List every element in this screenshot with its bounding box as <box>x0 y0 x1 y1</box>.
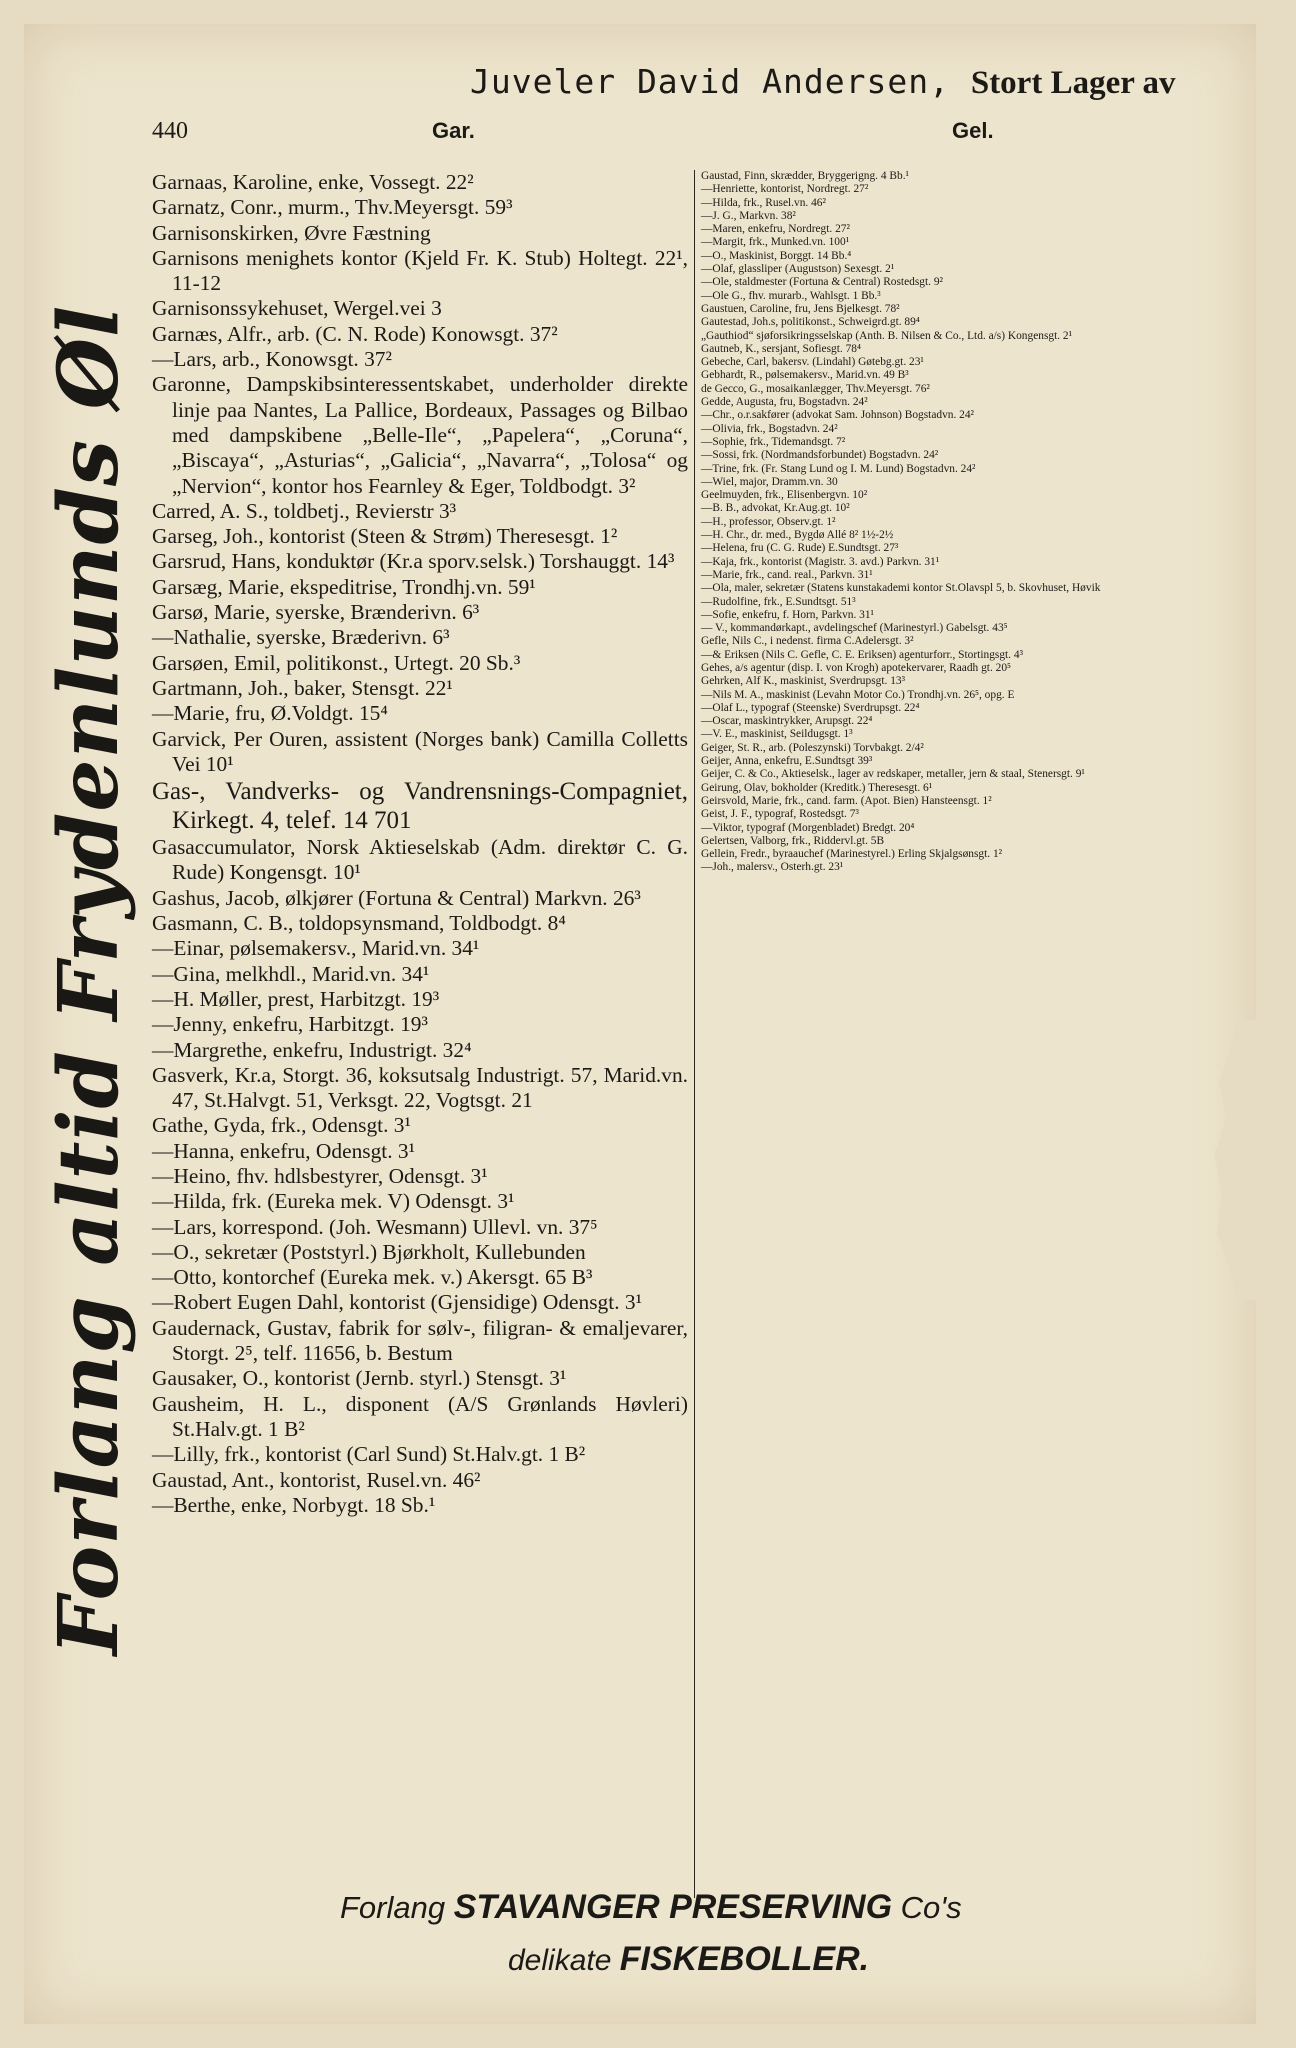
directory-entry: Gehes, a/s agentur (disp. I. von Krogh) apotekervarer, Raadh gt. 20⁵ <box>701 661 1012 674</box>
directory-entry: Gausheim, H. L., disponent (A/S Grønlands Høvleri) St.Halv.gt. 1 B² <box>152 1391 688 1441</box>
directory-entry: —H. Møller, prest, Harbitzgt. 19³ <box>152 986 440 1011</box>
directory-entry: —O., sekretær (Poststyrl.) Bjørkholt, Kullebunden <box>152 1239 586 1264</box>
directory-entry: Gedde, Augusta, fru, Bogstadvn. 24² <box>701 396 868 409</box>
footer-advertisement-line2 <box>508 1940 1008 1979</box>
directory-entry: Gasaccumulator, Norsk Aktieselskab (Adm. direktør C. G. Rude) Kongensgt. 10¹ <box>152 835 688 885</box>
directory-entry: —Rudolfine, frk., E.Sundtsgt. 51³ <box>701 595 856 608</box>
banner-text: Juveler David Andersen, <box>470 62 950 101</box>
directory-entry: —Marie, fru, Ø.Voldgt. 15⁴ <box>152 701 388 726</box>
sidebar-advertisement <box>34 304 144 1656</box>
directory-entry: Gausaker, O., kontorist (Jernb. styrl.) Stensgt. 3¹ <box>152 1366 567 1391</box>
sidebar-ad-text: Forlang altid Frydenlunds Øl <box>41 304 137 1656</box>
directory-entry: Garnisonssykehuset, Wergel.vei 3 <box>152 296 442 321</box>
directory-entry: Garvick, Per Ouren, assistent (Norges bank) Camilla Colletts Vei 10¹ <box>152 726 688 776</box>
directory-entry: —Sossi, frk. (Nordmandsforbundet) Bogstadvn. 24² <box>701 449 939 462</box>
directory-entry: —Kaja, frk., kontorist (Magistr. 3. avd.) Parkvn. 31¹ <box>701 555 940 568</box>
directory-entry: —Sofie, enkefru, f. Horn, Parkvn. 31¹ <box>701 608 874 621</box>
directory-entry: —Hilda, frk. (Eureka mek. V) Odensgt. 3¹ <box>152 1189 515 1214</box>
directory-entry: —Olaf, glassliper (Augustson) Sexesgt. 2¹ <box>701 263 895 276</box>
directory-entry: Carred, A. S., toldbetj., Revierstr 3³ <box>152 498 457 523</box>
directory-entry: —Lars, arb., Konowsgt. 37² <box>152 347 392 372</box>
footer-suffix: Co's <box>900 1890 962 1925</box>
directory-entry: —Olaf L., typograf (Steenske) Sverdrupsgt. 22⁴ <box>701 701 920 714</box>
directory-entry: —Viktor, typograf (Morgenbladet) Bredgt. 20⁴ <box>701 821 915 834</box>
directory-entry: Geirsvold, Marie, frk., cand. farm. (Apot. Bien) Hansteensgt. 1² <box>701 794 992 807</box>
directory-entry: —Einar, pølsemakersv., Marid.vn. 34¹ <box>152 936 480 961</box>
directory-entry: —Sophie, frk., Tidemandsgt. 7² <box>701 435 846 448</box>
directory-entry: —J. G., Markvn. 38² <box>701 209 796 222</box>
directory-entry: Gebeche, Carl, bakersv. (Lindahl) Gøtebg.gt. 23¹ <box>701 356 924 369</box>
directory-entry: —Lilly, frk., kontorist (Carl Sund) St.Halv.gt. 1 B² <box>152 1442 586 1467</box>
directory-entry: Geijer, C. & Co., Aktieselsk., lager av redskaper, metaller, jern & staal, Stenersgt. 9¹ <box>701 768 1085 781</box>
directory-entry: Gathe, Gyda, frk., Odensgt. 3¹ <box>152 1113 411 1138</box>
header-advertisement <box>470 62 1230 112</box>
directory-entry: Gefle, Nils C., i nedenst. firma C.Adelersgt. 3² <box>701 635 914 648</box>
directory-entry: Gaustuen, Caroline, fru, Jens Bjelkesgt. 78² <box>701 302 900 315</box>
directory-entry: —Ole G., fhv. murarb., Wahlsgt. 1 Bb.³ <box>701 289 881 302</box>
directory-entry: —Gina, melkhdl., Marid.vn. 34¹ <box>152 961 430 986</box>
footer-advertisement-line1 <box>340 1888 1100 1927</box>
directory-entry: —Olivia, frk., Bogstadvn. 24² <box>701 422 838 435</box>
footer-brand: STAVANGER PRESERVING <box>453 1888 893 1926</box>
directory-entry: —Joh., malersv., Osterh.gt. 23¹ <box>701 861 844 874</box>
directory-entry: Gelertsen, Valborg, frk., Riddervl.gt. 5B <box>701 834 885 847</box>
directory-entry: Garnatz, Conr., murm., Thv.Meyersgt. 59³ <box>152 195 513 220</box>
directory-entry: —H., professor, Observ.gt. 1² <box>701 515 836 528</box>
guide-word-left: Gar. <box>432 118 475 143</box>
directory-entry: „Gauthiod“ sjøforsikringsselskap (Anth. B. Nilsen & Co., Ltd. a/s) Kongensgt. 2¹ <box>701 329 1073 342</box>
directory-entry: —Trine, frk. (Fr. Stang Lund og I. M. Lund) Bogstadvn. 24² <box>701 462 976 475</box>
directory-entry: —H. Chr., dr. med., Bygdø Allé 8² 1½-2½ <box>701 529 894 542</box>
directory-entry: Geirung, Olav, bokholder (Kreditk.) Theresesgt. 6¹ <box>701 781 933 794</box>
directory-entry: Gashus, Jacob, ølkjører (Fortuna & Central) Markvn. 26³ <box>152 885 641 910</box>
directory-entry: —O., Maskinist, Borggt. 14 Bb.⁴ <box>701 249 852 262</box>
directory-entry: Gaustad, Ant., kontorist, Rusel.vn. 46² <box>152 1467 481 1492</box>
directory-entry: Gautestad, Joh.s, politikonst., Schweigrd.gt. 89⁴ <box>701 316 920 329</box>
footer-product: FISKEBOLLER. <box>619 1940 870 1978</box>
directory-entry: Garnaas, Karoline, enke, Vossegt. 22² <box>152 170 474 194</box>
footer-prefix: Forlang <box>340 1890 446 1925</box>
directory-entry: —Nathalie, syerske, Bræderivn. 6³ <box>152 625 450 650</box>
left-column <box>152 170 688 1518</box>
directory-entry: —Heino, fhv. hdlsbestyrer, Odensgt. 3¹ <box>152 1163 488 1188</box>
directory-entry: Garnisonskirken, Øvre Fæstning <box>152 220 431 245</box>
right-column <box>694 170 1241 1898</box>
directory-entry: —Otto, kontorchef (Eureka mek. v.) Akersgt. 65 B³ <box>152 1265 593 1290</box>
guide-word-right: Gel. <box>952 118 994 143</box>
directory-entry: —Lars, korrespond. (Joh. Wesmann) Ullevl. vn. 37⁵ <box>152 1214 598 1239</box>
directory-entry: Garnæs, Alfr., arb. (C. N. Rode) Konowsgt. 37² <box>152 321 558 346</box>
directory-entry: Garsø, Marie, syerske, Brænderivn. 6³ <box>152 600 480 625</box>
directory-entry: —Ola, maler, sekretær (Statens kunstakademi kontor St.Olavspl 5, b. Skovhuset, Høvik <box>701 582 1101 595</box>
directory-entry: —Nils M. A., maskinist (Levahn Motor Co.) Trondhj.vn. 26⁵, opg. E <box>701 688 1015 701</box>
directory-entry: Gasverk, Kr.a, Storgt. 36, koksutsalg Industrigt. 57, Marid.vn. 47, St.Halvgt. 51, Verksgt. 22, Vogtsgt. 21 <box>152 1062 688 1113</box>
directory-entry: Geijer, Anna, enkefru, E.Sundtsgt 39³ <box>701 755 873 768</box>
directory-entry: Garnisons menighets kontor (Kjeld Fr. K. Stub) Holtegt. 22¹, 11-12 <box>152 245 688 296</box>
directory-entry: —& Eriksen (Nils C. Gefle, C. E. Eriksen) agenturforr., Stortingsgt. 4³ <box>701 648 1023 661</box>
directory-entry: —Helena, fru (C. G. Rude) E.Sundtsgt. 27³ <box>701 542 899 555</box>
directory-entry: —Wiel, major, Dramm.vn. 30 <box>701 475 838 488</box>
page-number: 440 <box>152 118 188 144</box>
directory-entry: Garsæg, Marie, ekspeditrise, Trondhj.vn. 59¹ <box>152 574 536 599</box>
directory-entry: Geelmuyden, frk., Elisenbergvn. 10² <box>701 489 868 502</box>
directory-entry: —Berthe, enke, Norbygt. 18 Sb.¹ <box>152 1492 436 1517</box>
directory-entry: —Hanna, enkefru, Odensgt. 3¹ <box>152 1138 416 1163</box>
directory-entry: —B. B., advokat, Kr.Aug.gt. 10² <box>701 502 850 515</box>
directory-entry: Gaudernack, Gustav, fabrik for sølv-, filigran- & emaljevarer, Storgt. 2⁵, telf. 11656, b. Bestum <box>152 1315 688 1366</box>
directory-entry: — V., kommandørkapt., avdelingschef (Marinestyrl.) Gabelsgt. 43⁵ <box>701 622 1008 635</box>
directory-entry: Garsrud, Hans, konduktør (Kr.a sporv.selsk.) Torshauggt. 14³ <box>152 549 675 574</box>
directory-entry: Gartmann, Joh., baker, Stensgt. 22¹ <box>152 675 453 700</box>
directory-entry: —Ole, staldmester (Fortuna & Central) Rostedsgt. 9² <box>701 276 943 289</box>
directory-entry: —Margrethe, enkefru, Industrigt. 32⁴ <box>152 1037 472 1062</box>
directory-entry: Geist, J. F., typograf, Rostedsgt. 7³ <box>701 808 859 821</box>
directory-entry: Gautneb, K., sersjant, Sofiesgt. 78⁴ <box>701 342 861 355</box>
directory-entry: Gasmann, C. B., toldopsynsmand, Toldbodgt. 8⁴ <box>152 911 566 936</box>
directory-entry: —Robert Eugen Dahl, kontorist (Gjensidige) Odensgt. 3¹ <box>152 1290 643 1315</box>
directory-entry: Gehrken, Alf K., maskinist, Sverdrupsgt. 13³ <box>701 675 905 688</box>
directory-entry: Gebhardt, R., pølsemakersv., Marid.vn. 49 B³ <box>701 369 909 382</box>
directory-entry: —Hilda, frk., Rusel.vn. 46² <box>701 196 826 209</box>
directory-entry: Gellein, Fredr., byraauchef (Marinestyrel.) Erling Skjalgsønsgt. 1² <box>701 848 1003 861</box>
directory-entry: —Marie, frk., cand. real., Parkvn. 31¹ <box>701 568 873 581</box>
directory-entry: —V. E., maskinist, Seildugsgt. 1³ <box>701 728 853 741</box>
banner-tail: Stort Lager av <box>970 65 1176 101</box>
directory-entry: —Maren, enkefru, Nordregt. 27² <box>701 223 850 236</box>
directory-entry: Gaustad, Finn, skrædder, Bryggerigng. 4 Bb.¹ <box>701 170 909 182</box>
directory-entry: Geiger, St. R., arb. (Poleszynski) Torvbakgt. 2/4² <box>701 741 924 754</box>
directory-entry: Gas-, Vandverks- og Vandrensnings-Compagniet, Kirkegt. 4, telef. 14 701 <box>152 778 688 835</box>
directory-entry: Garonne, Dampskibsinteressentskabet, underholder direkte linje paa Nantes, La Pallice, Bordeaux, Passages og Bilbao med dampskibene „Belle-Ile“, „Papelera“, „Coruna“, „Biscaya“, „Asturias“, „Galicia“, „Navarra“, „Tolosa“ og „Nervion“, kontor hos Fearnley & Eger, Toldbodgt. 3² <box>152 372 688 498</box>
directory-entry: —Henriette, kontorist, Nordregt. 27² <box>701 183 869 196</box>
directory-entry: —Jenny, enkefru, Harbitzgt. 19³ <box>152 1012 428 1037</box>
directory-entry: —Margit, frk., Munked.vn. 100¹ <box>701 236 850 249</box>
directory-entry: Garsøen, Emil, politikonst., Urtegt. 20 Sb.³ <box>152 650 521 675</box>
directory-entry: —Oscar, maskintrykker, Arupsgt. 22⁴ <box>701 715 873 728</box>
directory-entry: de Gecco, G., mosaikanlægger, Thv.Meyersgt. 76² <box>701 382 930 395</box>
footer-prefix-2: delikate <box>508 1944 612 1977</box>
directory-entry: Garseg, Joh., kontorist (Steen & Strøm) Theresesgt. 1² <box>152 524 618 549</box>
directory-entry: —Chr., o.r.sakfører (advokat Sam. Johnson) Bogstadvn. 24² <box>701 409 974 422</box>
